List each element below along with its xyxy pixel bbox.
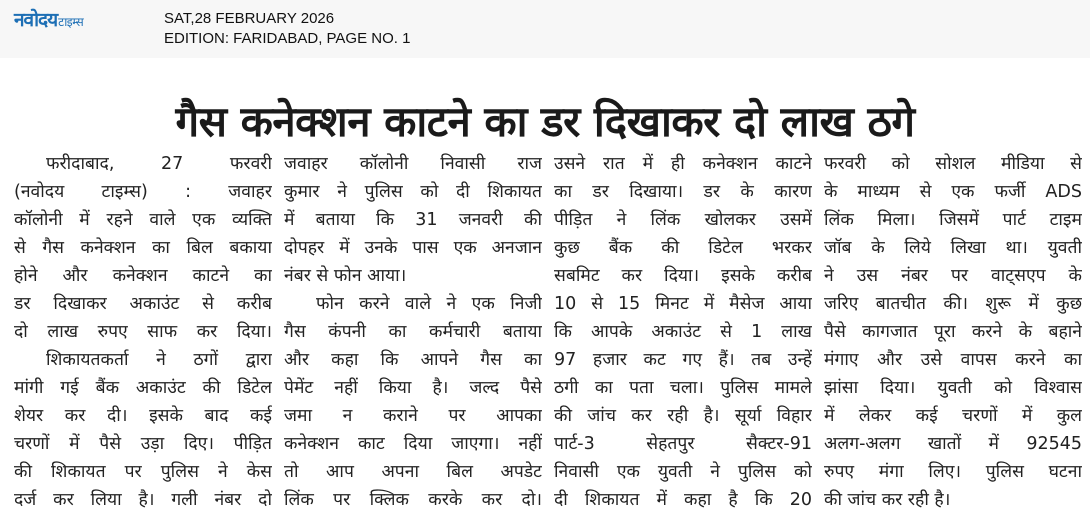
text-line: कुछ बैंक की डिटेल भरकर	[554, 238, 812, 258]
text-line: चरणों में पैसे उड़ा दिए। पीड़ित	[14, 434, 272, 454]
edition-page: EDITION: FARIDABAD, PAGE NO. 1	[164, 30, 411, 47]
text-line: 97 हजार कट गए हैं। तब उन्हें	[554, 350, 812, 370]
text-line: कॉलोनी में रहने वाले एक व्यक्ति	[14, 210, 272, 230]
text-line: फोन करने वाले ने एक निजी	[316, 294, 542, 314]
text-line: दोपहर में उनके पास एक अनजान	[284, 238, 542, 258]
text-line: जॉब के लिये लिखा था। युवती	[824, 238, 1082, 258]
text-line: शिकायतकर्ता ने ठगों द्वारा	[46, 350, 272, 370]
logo-main-text: नवोदय	[14, 9, 58, 31]
text-line: लिंक पर क्लिक करके कर दो।	[284, 490, 542, 510]
text-line: जरिए बातचीत की। शुरू में कुछ	[824, 294, 1082, 314]
text-line: अलग-अलग खातों में 92545	[824, 434, 1082, 454]
text-line: में बताया कि 31 जनवरी की	[284, 210, 542, 230]
text-line: जवाहर कॉलोनी निवासी राज	[284, 154, 542, 174]
text-line: नंबर से फोन आया।	[284, 266, 407, 286]
text-line: उसने रात में ही कनेक्शन काटने	[554, 154, 812, 174]
text-line: ठगी का पता चला। पुलिस मामले	[554, 378, 812, 398]
article-column-4	[824, 150, 1082, 523]
text-line: कनेक्शन काट दिया जाएगा। नहीं	[284, 434, 542, 454]
text-line: में लेकर कई चरणों में कुल	[824, 406, 1082, 426]
text-line: और कहा कि आपने गैस का	[284, 350, 542, 370]
text-line: निवासी एक युवती ने पुलिस को	[554, 462, 812, 482]
text-line: होने और कनेक्शन काटने का	[14, 266, 272, 286]
text-line: की जांच कर रही है।	[824, 490, 951, 510]
text-line: झांसा दिया। युवती को विश्वास	[824, 378, 1082, 398]
article-column-1	[14, 150, 272, 523]
text-line: कुमार ने पुलिस को दी शिकायत	[284, 182, 542, 202]
text-line: जमा न कराने पर आपका	[284, 406, 542, 426]
text-line: का डर दिखाया। डर के कारण	[554, 182, 812, 202]
text-line: ने उस नंबर पर वाट्सएप के	[824, 266, 1082, 286]
navodaya-times-logo[interactable]	[14, 8, 83, 32]
text-line: पैसे कागजात पूरा करने के बहाने	[824, 322, 1082, 342]
text-line: डर दिखाकर अकाउंट से करीब	[14, 294, 272, 314]
text-line: की शिकायत पर पुलिस ने केस	[14, 462, 272, 482]
text-line: दो लाख रुपए साफ कर दिया।	[14, 322, 272, 342]
text-line: (नवोदय टाइम्स) : जवाहर	[14, 182, 272, 202]
text-line: पीड़ित ने लिंक खोलकर उसमें	[554, 210, 812, 230]
text-line: पेमेंट नहीं किया है। जल्द पैसे	[284, 378, 542, 398]
text-line: के माध्यम से एक फर्जी ADS	[824, 182, 1082, 202]
page-header	[0, 0, 1090, 58]
text-line: से गैस कनेक्शन का बिल बकाया	[14, 238, 272, 258]
text-line: 10 से 15 मिनट में मैसेज आया	[554, 294, 812, 314]
article-body	[14, 150, 1080, 523]
text-line: मंगाए और उसे वापस करने का	[824, 350, 1082, 370]
text-line: गैस कंपनी का कर्मचारी बताया	[284, 322, 542, 342]
text-line: दर्ज कर लिया है। गली नंबर दो	[14, 490, 272, 510]
article-headline: गैस कनेक्शन काटने का डर दिखाकर दो लाख ठगे	[175, 97, 915, 146]
publication-date: SAT,28 FEBRUARY 2026	[164, 10, 335, 27]
text-line: की जांच कर रही है। सूर्या विहार	[554, 406, 812, 426]
text-line: मांगी गई बैंक अकाउंट की डिटेल	[14, 378, 272, 398]
text-line: रुपए मंगा लिए। पुलिस घटना	[824, 462, 1082, 482]
text-line: तो आप अपना बिल अपडेट	[284, 462, 542, 482]
text-line: फरीदाबाद, 27 फरवरी	[46, 154, 272, 174]
logo-sub-text: टाइम्स	[58, 15, 84, 29]
text-line: शेयर कर दी। इसके बाद कई	[14, 406, 272, 426]
edition-info	[164, 9, 410, 49]
text-line: लिंक मिला। जिसमें पार्ट टाइम	[824, 210, 1082, 230]
text-line: दी शिकायत में कहा है कि 20	[554, 490, 812, 510]
article-column-3	[554, 150, 812, 523]
article-column-2	[284, 150, 542, 523]
text-line: कि आपके अकाउंट से 1 लाख	[554, 322, 812, 342]
text-line: फरवरी को सोशल मीडिया से	[824, 154, 1082, 174]
text-line: सबमिट कर दिया। इसके करीब	[554, 266, 812, 286]
text-line: पार्ट-3 सेहतपुर सैक्टर-91	[554, 434, 812, 454]
